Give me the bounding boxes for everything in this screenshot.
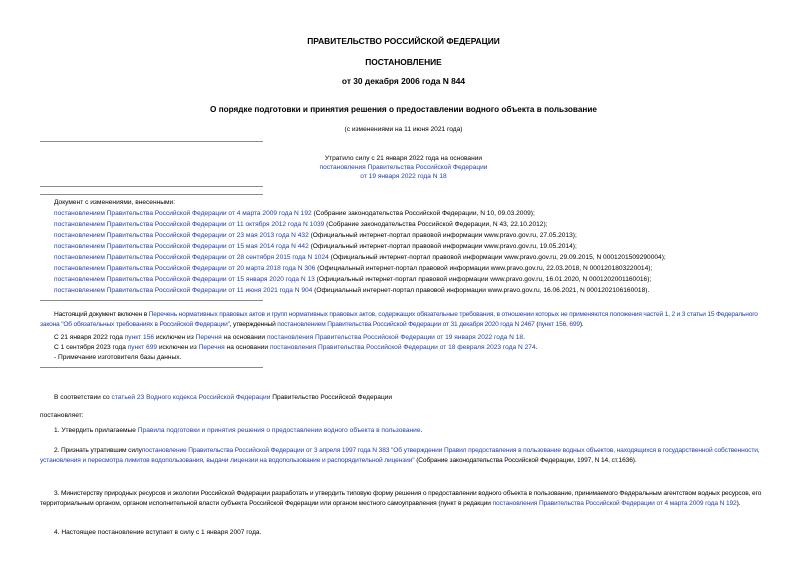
amending-decree-link[interactable]: постановления Правительства Российской Федерации от 4 марта 2009 года N 192 <box>492 499 737 507</box>
change-link[interactable]: постановлением Правительства Российской Федерации от 11 июня 2021 года N 904 <box>54 287 313 294</box>
paragraph-3: 3. Министерству природных ресурсов и экологии Российской Федерации разработать и утвердить типовую форму решения о предоставлении водного объекта в пользование, принимаемого Федеральным агентством водных ресурсов, его территориальным органом, органом исполнительной власти субъекта Российской Федерации или органом местного самоуправления (пункт в редакции постановления Правительства Российской Федерации от 4 марта 2009 года N 192). <box>40 490 762 507</box>
change-link[interactable]: постановлением Правительства Российской Федерации от 20 марта 2018 года N 306 <box>54 265 316 272</box>
list-item: постановлением Правительства Российской Федерации от 28 сентября 2015 года N 1024 (Официальный интернет-портал правовой информации www.pravo.gov.ru, 29.09.2015, N 0001201509290004); <box>54 254 666 261</box>
list-item: постановлением Правительства Российской Федерации от 23 мая 2013 года N 432 (Официальный интернет-портал правовой информации www.pravo.gov.ru, 27.05.2013); <box>54 232 577 239</box>
expired-notice: Утратило силу с 21 января 2022 года на основании <box>324 155 483 162</box>
change-link[interactable]: постановлением Правительства Российской Федерации от 23 мая 2013 года N 432 <box>54 232 309 239</box>
document-title: О порядке подготовки и принятия решения о предоставлении водного объекта в пользование <box>210 105 597 114</box>
note-link-items[interactable]: пункт 156, 699 <box>538 320 580 328</box>
note-exclusion-156: С 21 января 2022 года пункт 156 исключен из Перечня на основании постановления Правительства Российской Федерации от 19 января 2022 года N 18. <box>54 334 525 341</box>
paragraph-2: 2. Признать утратившим силупостановление Правительства Российской Федерации от 3 апреля 1997 года N 383 "Об утверждении Правил предоставления в пользование водных объектов, находящихся в государственной собственности, установления и пересмотра лимитов водопользования, выдачи лицензии на водопользование и распорядительной лицензии" (Собрание законодательства Российской Федерации, 1997, N 14, ст.1636). <box>40 447 760 464</box>
note-link-list[interactable]: Перечень нормативных правовых актов и групп нормативных правовых актов, содержащих обязательные требования, в отношении которых не применяются положения частей 1, 2 <box>148 311 675 318</box>
list-item: постановлением Правительства Российской Федерации от 11 октября 2012 года N 1039 (Собрание законодательства Российской Федерации, N 43, 22.10.2012); <box>54 221 548 228</box>
government-heading: ПРАВИТЕЛЬСТВО РОССИЙСКОЙ ФЕДЕРАЦИИ <box>307 36 500 46</box>
note-exclusion-699: С 1 сентября 2023 года пункт 699 исключен из Перечня на основании постановления Правительства Российской Федерации от 18 февраля 2023 года N 274. <box>54 344 538 351</box>
expired-link-date[interactable]: от 19 января 2022 года N 18 <box>360 173 447 180</box>
revision-note: (с изменениями на 11 июня 2021 года) <box>344 126 463 133</box>
change-link[interactable]: постановлением Правительства Российской Федерации от 4 марта 2009 года N 192 <box>54 210 312 217</box>
divider <box>40 300 263 301</box>
document-date: от 30 декабря 2006 года N 844 <box>341 76 466 86</box>
note-link-decree-18[interactable]: постановления Правительства Российской Федерации от 19 января 2022 года N 18 <box>266 334 524 341</box>
changes-intro: Документ с изменениями, внесенными: <box>54 199 176 206</box>
list-item: постановлением Правительства Российской Федерации от 11 июня 2021 года N 904 (Официальный интернет-портал правовой информации www.pravo.gov.ru, 16.06.2021, N 0001202106160018). <box>54 287 650 294</box>
change-link[interactable]: постановлением Правительства Российской Федерации от 15 января 2020 года N 13 <box>54 276 315 283</box>
list-item: постановлением Правительства Российской Федерации от 20 марта 2018 года N 306 (Официальный интернет-портал правовой информации www.pravo.gov.ru, 22.03.2018, N 0001201803220014); <box>54 265 653 272</box>
paragraph-1: 1. Утвердить прилагаемые Правила подготовки и принятия решения о предоставлении водного объекта в пользование. <box>54 427 423 434</box>
expired-link-decree[interactable]: постановления Правительства Российской Федерации <box>319 164 488 171</box>
note-link-law[interactable]: и 3 статьи 15 Федерального закона "Об обязательных требованиях в Российской Федерации" <box>40 311 758 328</box>
list-item: постановлением Правительства Российской Федерации от 15 мая 2014 года N 442 (Официальный интернет-портал правовой информации www.pravo.gov.ru, 19.05.2014); <box>54 243 577 250</box>
paragraph-4: 4. Настоящее постановление вступает в силу с 1 января 2007 года. <box>54 529 262 536</box>
note-link-decree-274[interactable]: постановления Правительства Российской Федерации от 18 февраля 2023 года N 274 <box>269 344 536 351</box>
divider <box>40 194 263 195</box>
change-link[interactable]: постановлением Правительства Российской Федерации от 11 октября 2012 года N 1039 <box>54 221 325 228</box>
note-link-item-156[interactable]: пункт 156 <box>124 334 155 341</box>
note-link-list[interactable]: Перечня <box>195 334 222 341</box>
water-code-link[interactable]: статьей 23 Водного кодекса Российской Федерации <box>111 394 271 401</box>
preamble: В соответствии со статьей 23 Водного кодекса Российской Федерации Правительство Российской Федерации <box>54 394 393 401</box>
note-link-item-699[interactable]: пункт 699 <box>127 344 158 351</box>
decrees-word: постановляет: <box>40 412 84 419</box>
divider <box>40 367 263 368</box>
note-link-decree[interactable]: постановлением Правительства Российской Федерации от 31 декабря 2020 года N 2467 <box>277 320 535 328</box>
change-link[interactable]: постановлением Правительства Российской Федерации от 15 мая 2014 года N 442 <box>54 243 309 250</box>
divider <box>40 186 263 187</box>
note-link-list[interactable]: Перечня <box>198 344 225 351</box>
document-type: ПОСТАНОВЛЕНИЕ <box>365 57 442 67</box>
list-item: постановлением Правительства Российской Федерации от 15 января 2020 года N 13 (Официальный интернет-портал правовой информации www.pravo.gov.ru, 16.01.2020, N 0001202001160016); <box>54 276 652 283</box>
note-mandatory-requirements: Настоящий документ включен в Перечень нормативных правовых актов и групп нормативных правовых актов, содержащих обязательные требования, в отношении которых не применяются положения частей 1, 2 и 3 статьи 15 Федерального закона "Об обязательных требованиях в Российской Федерации", утвержденный постановлением Правительства Российской Федерации от 31 декабря 2020 года N 2467 (пункт 156, 699). <box>40 311 758 328</box>
repealed-decree-link[interactable]: постановление Правительства Российской Федерации от 3 апреля 1997 года N 383 "Об утверждении Правил предоставления в пользование водных объектов, находящихся в государственной собственности, установления и пересмотра лимитов водопользования, выдачи лицензии на водопользование и распорядительной лицензии" <box>40 447 760 464</box>
change-link[interactable]: постановлением Правительства Российской Федерации от 28 сентября 2015 года N 1024 <box>54 254 329 261</box>
list-item: постановлением Правительства Российской Федерации от 4 марта 2009 года N 192 (Собрание законодательства Российской Федерации, N 10, 09.03.2009); <box>54 210 535 217</box>
divider <box>40 141 263 142</box>
database-note: - Примечание изготовителя базы данных. <box>54 354 182 361</box>
rules-link[interactable]: Правила подготовки и принятия решения о предоставлении водного объекта в пользование <box>137 427 421 434</box>
